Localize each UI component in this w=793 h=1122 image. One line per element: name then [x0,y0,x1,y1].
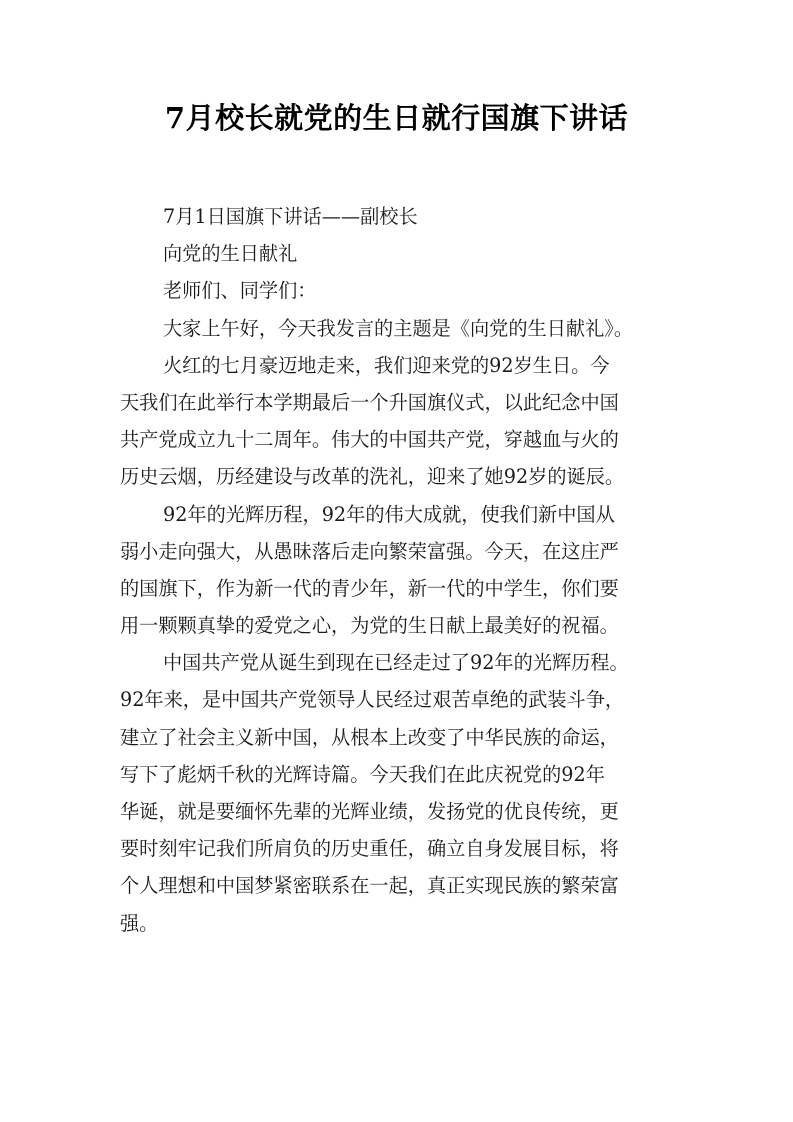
text-line: 华诞，就是要缅怀先辈的光辉业绩，发扬党的优良传统，更 [120,800,619,823]
document-body [120,198,676,942]
text-line: 火红的七月豪迈地走来，我们迎来党的92岁生日。今 [163,353,610,377]
text-line: 92年的光辉历程，92年的伟大成就，使我们新中国从 [163,502,615,526]
text-line: 建立了社会主义新中国，从根本上改变了中华民族的命运， [120,725,619,749]
text-line: 老师们、同学们： [163,279,317,303]
text-line: 中国共产党从诞生到现在已经走过了92年的光辉历程。 [163,651,629,675]
text-line: 92年来，是中国共产党领导人民经过艰苦卓绝的武装斗争， [120,688,625,712]
text-line: 个人理想和中国梦紧密联系在一起，真正实现民族的繁荣富 [120,874,619,898]
text-line: 向党的生日献礼 [163,242,298,266]
text-line: 7月1日国旗下讲话——副校长 [163,205,418,228]
document-title: 7月校长就党的生日就行国旗下讲话 [164,101,629,135]
text-line: 大家上午好，今天我发言的主题是《向党的生日献礼》。 [163,316,634,340]
text-line: 弱小走向强大，从愚昧落后走向繁荣富强。今天，在这庄严 [120,539,619,563]
text-line: 共产党成立九十二周年。伟大的中国共产党，穿越血与火的 [120,428,619,452]
text-line: 用一颗颗真挚的爱党之心，为党的生日献上最美好的祝福。 [120,614,619,638]
text-line: 要时刻牢记我们所肩负的历史重任，确立自身发展目标，将 [120,837,619,861]
text-line: 写下了彪炳千秋的光辉诗篇。今天我们在此庆祝党的92年 [120,762,605,786]
text-line: 强。 [120,911,159,935]
text-line: 的国旗下，作为新一代的青少年，新一代的中学生，你们要 [120,576,619,600]
text-line: 历史云烟，历经建设与改革的洗礼，迎来了她92岁的诞辰。 [120,465,625,489]
text-line: 天我们在此举行本学期最后一个升国旗仪式，以此纪念中国 [120,390,619,414]
